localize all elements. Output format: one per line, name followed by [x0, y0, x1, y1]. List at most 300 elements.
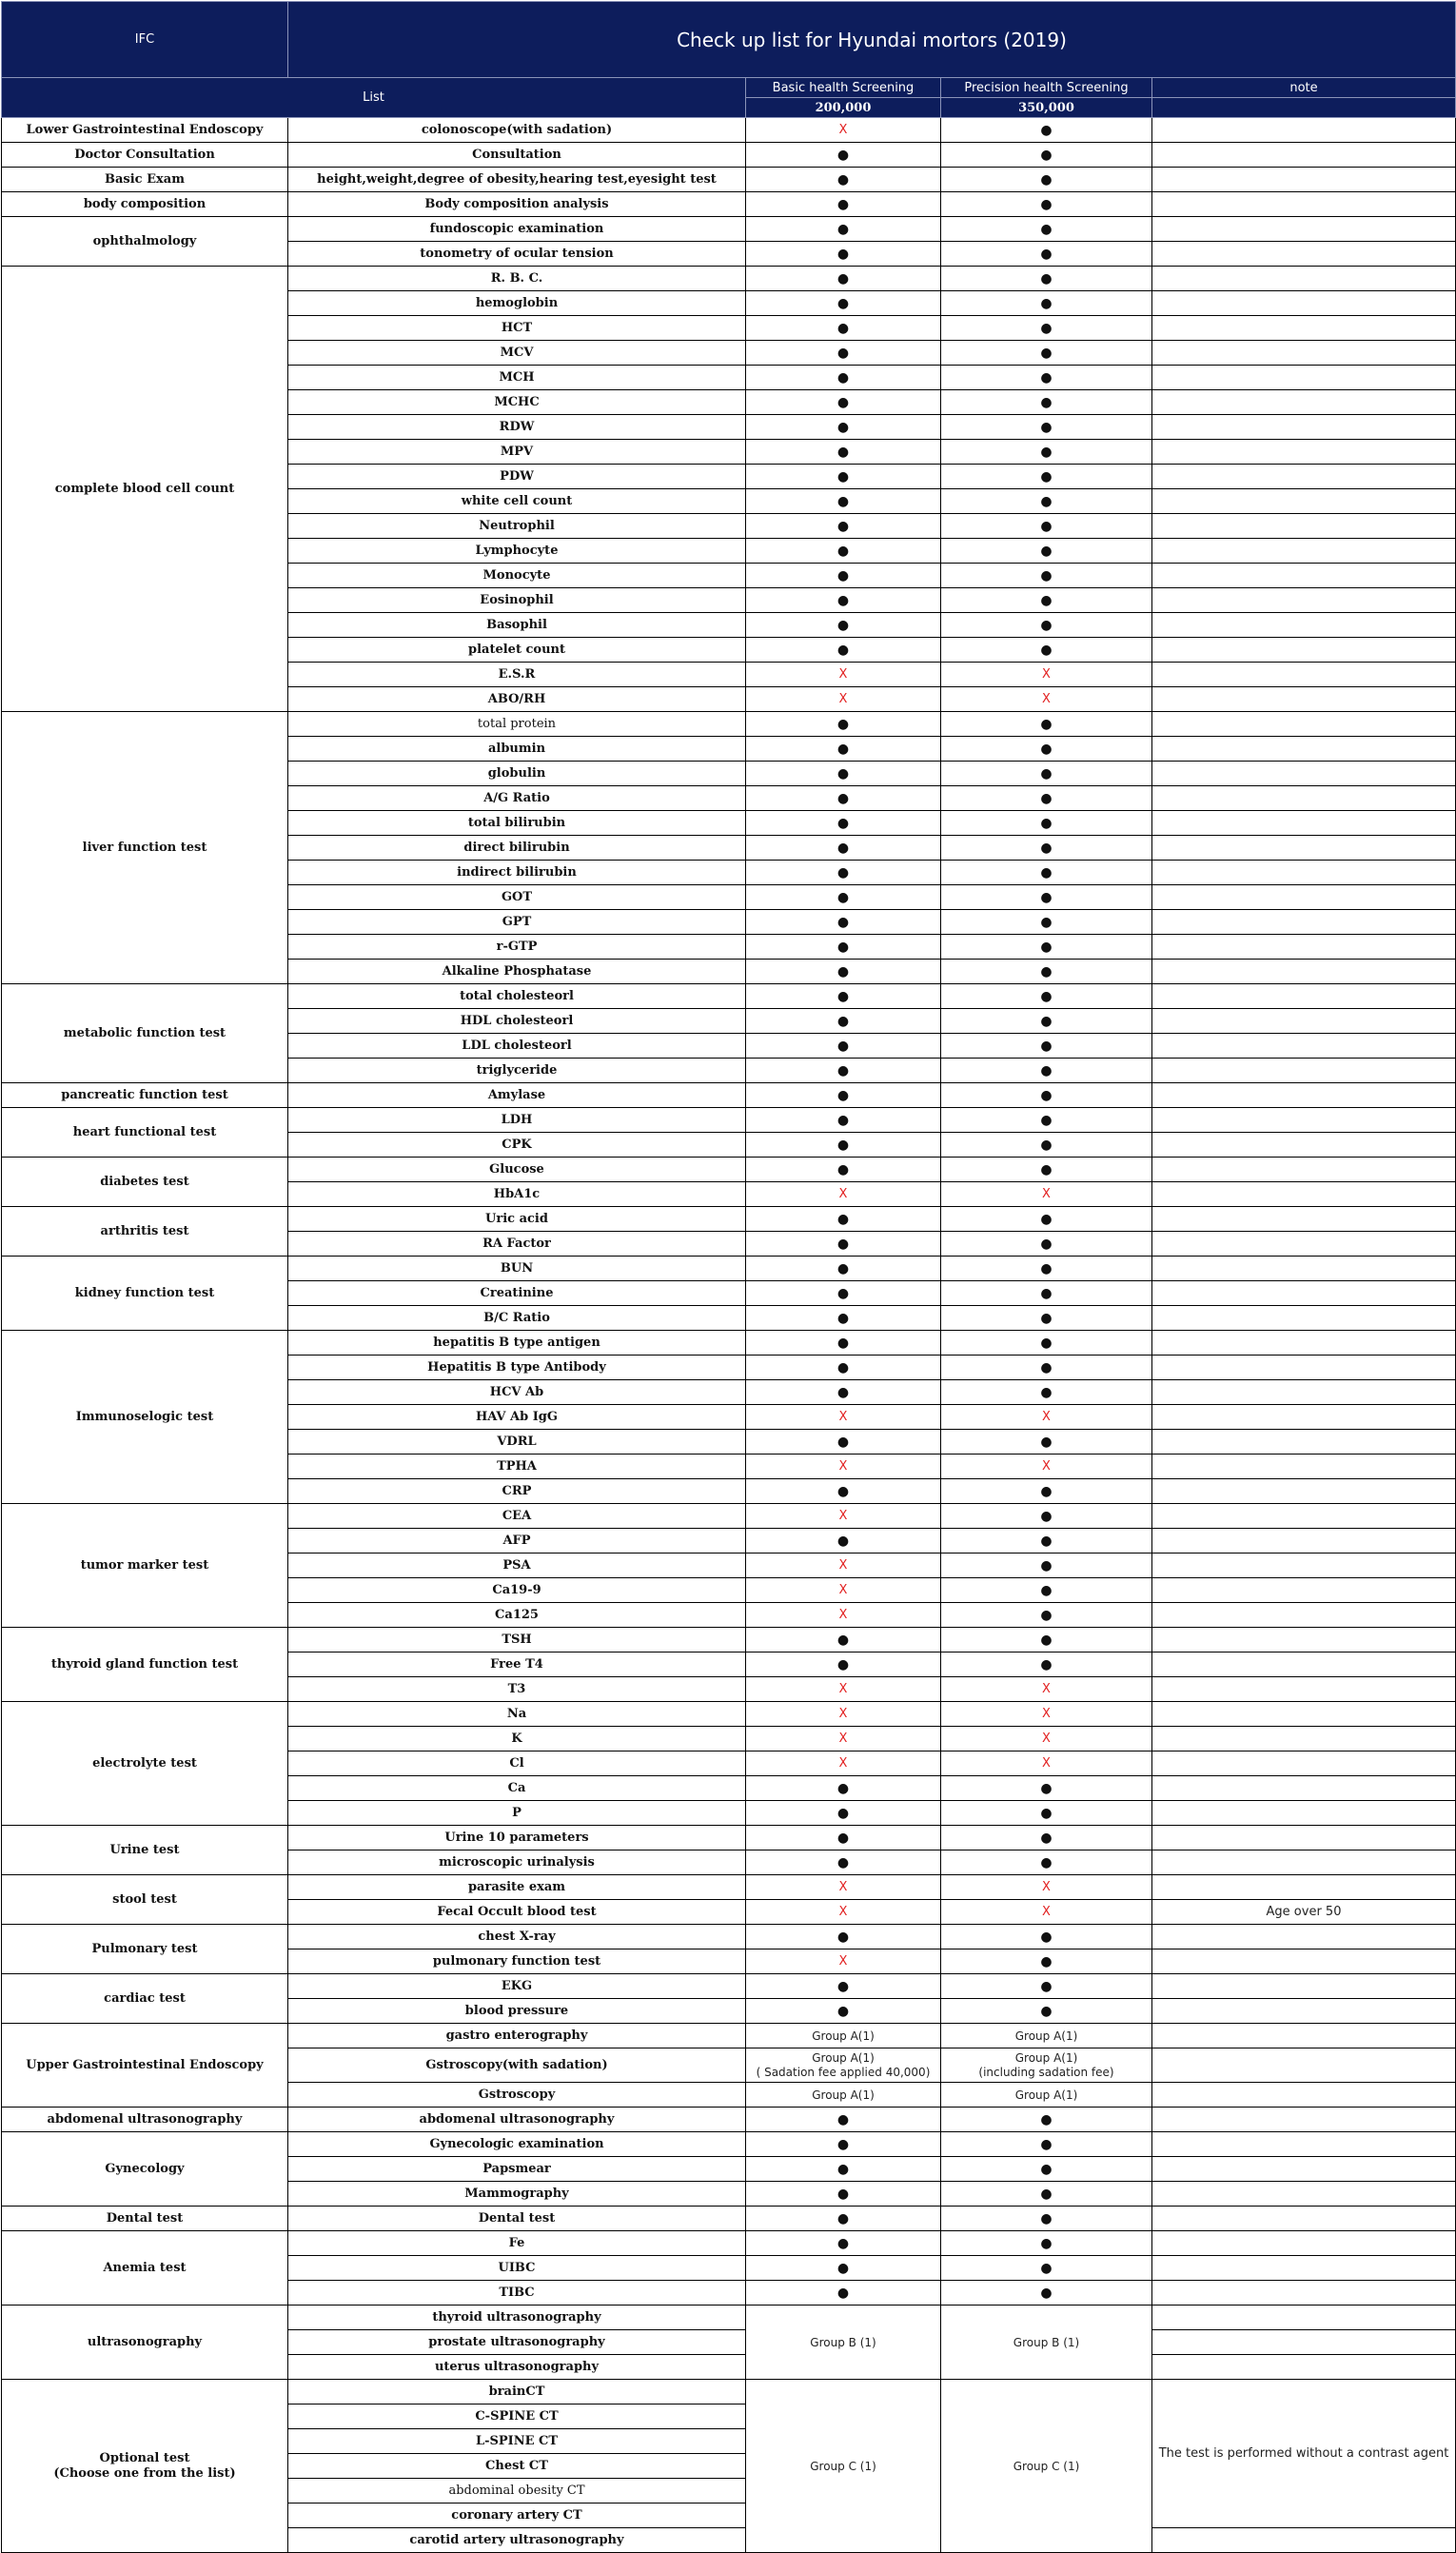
- precision-value: ●: [941, 935, 1152, 960]
- category-label: thyroid gland function test: [2, 1628, 288, 1702]
- test-name: UIBC: [288, 2256, 746, 2281]
- precision-value: ●: [941, 2256, 1152, 2281]
- basic-value: ●: [746, 539, 941, 564]
- note-cell: [1152, 2330, 1456, 2355]
- basic-value: ●: [746, 762, 941, 786]
- test-name: MCV: [288, 341, 746, 366]
- basic-value: X: [746, 663, 941, 687]
- category-label: liver function test: [2, 712, 288, 984]
- category-label: Urine test: [2, 1826, 288, 1875]
- table-row: [2, 2306, 1456, 2330]
- precision-value: ●: [941, 564, 1152, 588]
- test-name: Chest CT: [288, 2454, 746, 2479]
- precision-value: ●: [941, 836, 1152, 861]
- test-name: Fe: [288, 2231, 746, 2256]
- note-cell: [1152, 514, 1456, 539]
- test-name: prostate ultrasonography: [288, 2330, 746, 2355]
- note-cell: [1152, 2306, 1456, 2330]
- list-header: List: [2, 78, 746, 118]
- note-cell: [1152, 192, 1456, 217]
- category-label: diabetes test: [2, 1158, 288, 1207]
- basic-value: ●: [746, 1331, 941, 1356]
- test-name: CEA: [288, 1504, 746, 1529]
- note-cell: [1152, 143, 1456, 168]
- precision-value-line1: Group A(1): [1014, 2050, 1078, 2065]
- basic-value: ●: [746, 192, 941, 217]
- category-label: tumor marker test: [2, 1504, 288, 1628]
- basic-header: Basic health Screening: [746, 78, 941, 98]
- basic-value: X: [746, 1578, 941, 1603]
- precision-value: ●: [941, 1578, 1152, 1603]
- note-cell: [1152, 1727, 1456, 1751]
- basic-value: ●: [746, 2157, 941, 2182]
- precision-value: ●: [941, 168, 1152, 192]
- note-cell: [1152, 1158, 1456, 1182]
- precision-value: X: [941, 1751, 1152, 1776]
- precision-value: ●: [941, 762, 1152, 786]
- precision-value: ●: [941, 861, 1152, 885]
- table-row: [2, 168, 1456, 192]
- test-name: Glucose: [288, 1158, 746, 1182]
- test-name: blood pressure: [288, 1999, 746, 2024]
- basic-value: X: [746, 1603, 941, 1628]
- precision-value: ●: [941, 192, 1152, 217]
- basic-price: 200,000: [746, 98, 941, 118]
- test-name: Gstroscopy: [288, 2083, 746, 2108]
- precision-value: ●: [941, 267, 1152, 291]
- note-price-blank: [1152, 98, 1456, 118]
- precision-value-line2: (including sadation fee): [978, 2065, 1114, 2079]
- test-name: PDW: [288, 465, 746, 489]
- test-name: E.S.R: [288, 663, 746, 687]
- test-name: TSH: [288, 1628, 746, 1653]
- note-cell: [1152, 960, 1456, 984]
- basic-value: ●: [746, 638, 941, 663]
- test-name: R. B. C.: [288, 267, 746, 291]
- precision-value: ●: [941, 514, 1152, 539]
- category-label: arthritis test: [2, 1207, 288, 1257]
- basic-value-line1: Group A(1): [812, 2050, 875, 2065]
- test-name: globulin: [288, 762, 746, 786]
- note-cell: [1152, 1479, 1456, 1504]
- basic-value: Group A(1): [746, 2024, 941, 2048]
- test-name: C-SPINE CT: [288, 2405, 746, 2429]
- precision-value: ●: [941, 1628, 1152, 1653]
- precision-value: ●: [941, 1059, 1152, 1083]
- test-name: HCT: [288, 316, 746, 341]
- test-name: Amylase: [288, 1083, 746, 1108]
- precision-value: ●: [941, 1158, 1152, 1182]
- precision-value: ●: [941, 316, 1152, 341]
- test-name: parasite exam: [288, 1875, 746, 1900]
- basic-value: X: [746, 1949, 941, 1974]
- category-label: Upper Gastrointestinal Endoscopy: [2, 2024, 288, 2108]
- test-name: RA Factor: [288, 1232, 746, 1257]
- category-label: metabolic function test: [2, 984, 288, 1083]
- basic-value: ●: [746, 1158, 941, 1182]
- note-cell: [1152, 1504, 1456, 1529]
- test-name: Ca125: [288, 1603, 746, 1628]
- test-name: indirect bilirubin: [288, 861, 746, 885]
- basic-value: X: [746, 1900, 941, 1925]
- table-row: [2, 1257, 1456, 1281]
- basic-value: ●: [746, 935, 941, 960]
- basic-value: ●: [746, 291, 941, 316]
- test-name: P: [288, 1801, 746, 1826]
- basic-value: ●: [746, 1380, 941, 1405]
- ifc-cell: IFC: [2, 2, 288, 78]
- note-cell: Age over 50: [1152, 1900, 1456, 1925]
- test-name: brainCT: [288, 2380, 746, 2405]
- test-name: abdomenal ultrasonography: [288, 2108, 746, 2132]
- precision-value: ●: [941, 1776, 1152, 1801]
- precision-value: ●: [941, 1108, 1152, 1133]
- note-cell: [1152, 762, 1456, 786]
- precision-value: ●: [941, 118, 1152, 143]
- precision-value: ●: [941, 1281, 1152, 1306]
- note-cell: [1152, 910, 1456, 935]
- precision-value: ●: [941, 638, 1152, 663]
- test-name: RDW: [288, 415, 746, 440]
- basic-value: ●: [746, 2281, 941, 2306]
- optional-subtitle: (Choose one from the list): [53, 2465, 236, 2481]
- test-name: CRP: [288, 1479, 746, 1504]
- precision-value: ●: [941, 2207, 1152, 2231]
- precision-value: ●: [941, 960, 1152, 984]
- basic-value: X: [746, 1504, 941, 1529]
- precision-value: ●: [941, 2157, 1152, 2182]
- category-label: heart functional test: [2, 1108, 288, 1158]
- precision-value: ●: [941, 1850, 1152, 1875]
- precision-value: X: [941, 1455, 1152, 1479]
- precision-value: ●: [941, 415, 1152, 440]
- note-cell: [1152, 1306, 1456, 1331]
- basic-value: ●: [746, 1653, 941, 1677]
- test-name: TPHA: [288, 1455, 746, 1479]
- basic-value: ●: [746, 737, 941, 762]
- precision-value: ●: [941, 1207, 1152, 1232]
- test-name: Cl: [288, 1751, 746, 1776]
- note-cell: [1152, 1776, 1456, 1801]
- note-cell: [1152, 2157, 1456, 2182]
- precision-value: ●: [941, 885, 1152, 910]
- precision-value: ●: [941, 2132, 1152, 2157]
- note-cell: [1152, 242, 1456, 267]
- note-cell: [1152, 1034, 1456, 1059]
- test-name: L-SPINE CT: [288, 2429, 746, 2454]
- test-name: abdominal obesity CT: [288, 2479, 746, 2504]
- precision-value: ●: [941, 1974, 1152, 1999]
- precision-value: ●: [941, 143, 1152, 168]
- test-name: A/G Ratio: [288, 786, 746, 811]
- precision-value: ●: [941, 1529, 1152, 1554]
- table-row: [2, 217, 1456, 242]
- basic-value: ●: [746, 1034, 941, 1059]
- table-row: [2, 1702, 1456, 1727]
- test-name: thyroid ultrasonography: [288, 2306, 746, 2330]
- precision-value: ●: [941, 1479, 1152, 1504]
- precision-value: ●: [941, 786, 1152, 811]
- table-row: [2, 1158, 1456, 1182]
- note-cell: [1152, 1232, 1456, 1257]
- basic-value: ●: [746, 885, 941, 910]
- precision-value: ●: [941, 1801, 1152, 1826]
- page-title: Check up list for Hyundai mortors (2019): [288, 2, 1456, 78]
- table-row: [2, 192, 1456, 217]
- test-name: AFP: [288, 1529, 746, 1554]
- basic-value: Group A(1): [746, 2083, 941, 2108]
- test-name: K: [288, 1727, 746, 1751]
- test-name: GPT: [288, 910, 746, 935]
- note-cell: [1152, 217, 1456, 242]
- basic-value: ●: [746, 811, 941, 836]
- precision-value: X: [941, 663, 1152, 687]
- note-cell: [1152, 489, 1456, 514]
- test-name: direct bilirubin: [288, 836, 746, 861]
- note-cell: [1152, 1281, 1456, 1306]
- note-cell: [1152, 1430, 1456, 1455]
- basic-value: ●: [746, 1207, 941, 1232]
- note-cell: [1152, 1182, 1456, 1207]
- precision-value: ●: [941, 613, 1152, 638]
- note-cell: [1152, 1554, 1456, 1578]
- precision-value: ●: [941, 1430, 1152, 1455]
- test-name: GOT: [288, 885, 746, 910]
- basic-value: ●: [746, 217, 941, 242]
- precision-value: X: [941, 687, 1152, 712]
- note-cell: [1152, 1850, 1456, 1875]
- basic-value: ●: [746, 2132, 941, 2157]
- table-row: [2, 1826, 1456, 1850]
- note-cell: [1152, 1826, 1456, 1850]
- test-name: fundoscopic examination: [288, 217, 746, 242]
- test-name: Mammography: [288, 2182, 746, 2207]
- note-cell: [1152, 390, 1456, 415]
- table-row: [2, 2108, 1456, 2132]
- precision-value: X: [941, 1182, 1152, 1207]
- precision-value: ●: [941, 1554, 1152, 1578]
- table-row: [2, 1974, 1456, 1999]
- basic-value: ●: [746, 984, 941, 1009]
- test-name: HDL cholesteorl: [288, 1009, 746, 1034]
- precision-price: 350,000: [941, 98, 1152, 118]
- note-cell: [1152, 836, 1456, 861]
- test-name: colonoscope(with sadation): [288, 118, 746, 143]
- test-name: Urine 10 parameters: [288, 1826, 746, 1850]
- test-name: platelet count: [288, 638, 746, 663]
- checkup-table: [1, 1, 1456, 2553]
- precision-value: ●: [941, 291, 1152, 316]
- basic-value: X: [746, 1751, 941, 1776]
- category-label: Doctor Consultation: [2, 143, 288, 168]
- note-cell: [1152, 2083, 1456, 2108]
- table-row: [2, 267, 1456, 291]
- table-row: [2, 1925, 1456, 1949]
- note-cell: [1152, 811, 1456, 836]
- precision-value: ●: [941, 1826, 1152, 1850]
- note-cell: [1152, 588, 1456, 613]
- precision-value: ●: [941, 440, 1152, 465]
- precision-value: ●: [941, 1380, 1152, 1405]
- basic-value: ●: [746, 1059, 941, 1083]
- note-cell: [1152, 1801, 1456, 1826]
- basic-value: ●: [746, 1281, 941, 1306]
- precision-value: ●: [941, 2231, 1152, 2256]
- category-label: Anemia test: [2, 2231, 288, 2306]
- note-cell: [1152, 1257, 1456, 1281]
- basic-value: ●: [746, 1083, 941, 1108]
- note-cell: [1152, 2355, 1456, 2380]
- table-row: [2, 1875, 1456, 1900]
- category-label: Gynecology: [2, 2132, 288, 2207]
- test-name: Alkaline Phosphatase: [288, 960, 746, 984]
- basic-value: X: [746, 1677, 941, 1702]
- category-label: complete blood cell count: [2, 267, 288, 712]
- test-name: Free T4: [288, 1653, 746, 1677]
- test-name: microscopic urinalysis: [288, 1850, 746, 1875]
- precision-value: ●: [941, 390, 1152, 415]
- basic-value: ●: [746, 316, 941, 341]
- test-name: MPV: [288, 440, 746, 465]
- precision-value: [941, 2048, 1152, 2083]
- basic-value: ●: [746, 613, 941, 638]
- basic-value: ●: [746, 1356, 941, 1380]
- basic-value: ●: [746, 1306, 941, 1331]
- test-name: PSA: [288, 1554, 746, 1578]
- checkup-page: [1, 1, 1455, 2553]
- basic-value: Group C (1): [746, 2380, 941, 2553]
- note-cell: [1152, 1677, 1456, 1702]
- test-name: uterus ultrasonography: [288, 2355, 746, 2380]
- category-label: Lower Gastrointestinal Endoscopy: [2, 118, 288, 143]
- basic-value: ●: [746, 2182, 941, 2207]
- basic-value: ●: [746, 465, 941, 489]
- basic-value: ●: [746, 1479, 941, 1504]
- basic-value: ●: [746, 143, 941, 168]
- precision-value: ●: [941, 1133, 1152, 1158]
- note-cell: [1152, 638, 1456, 663]
- table-row: [2, 2231, 1456, 2256]
- category-label: Immunoselogic test: [2, 1331, 288, 1504]
- test-name: hemoglobin: [288, 291, 746, 316]
- precision-value: Group C (1): [941, 2380, 1152, 2553]
- basic-value: ●: [746, 390, 941, 415]
- precision-value: ●: [941, 984, 1152, 1009]
- precision-value: X: [941, 1405, 1152, 1430]
- basic-value: ●: [746, 910, 941, 935]
- test-name: TIBC: [288, 2281, 746, 2306]
- test-name: height,weight,degree of obesity,hearing test,eyesight test: [288, 168, 746, 192]
- note-cell: [1152, 2132, 1456, 2157]
- test-name: Eosinophil: [288, 588, 746, 613]
- category-label: Pulmonary test: [2, 1925, 288, 1974]
- note-cell: [1152, 168, 1456, 192]
- basic-value: ●: [746, 564, 941, 588]
- note-cell: [1152, 1949, 1456, 1974]
- note-cell: [1152, 712, 1456, 737]
- category-label: ophthalmology: [2, 217, 288, 267]
- basic-value: ●: [746, 588, 941, 613]
- precision-value: ●: [941, 811, 1152, 836]
- table-row: [2, 1083, 1456, 1108]
- basic-value: ●: [746, 1925, 941, 1949]
- category-label: stool test: [2, 1875, 288, 1925]
- test-name: LDL cholesteorl: [288, 1034, 746, 1059]
- category-label: abdomenal ultrasonography: [2, 2108, 288, 2132]
- title-row: [2, 2, 1456, 78]
- precision-value: ●: [941, 1232, 1152, 1257]
- basic-value: ●: [746, 2256, 941, 2281]
- category-label: Basic Exam: [2, 168, 288, 192]
- basic-value: ●: [746, 1108, 941, 1133]
- test-name: total bilirubin: [288, 811, 746, 836]
- table-row: [2, 143, 1456, 168]
- basic-value: ●: [746, 489, 941, 514]
- test-name: Fecal Occult blood test: [288, 1900, 746, 1925]
- note-cell: [1152, 1380, 1456, 1405]
- test-name: HbA1c: [288, 1182, 746, 1207]
- basic-value: X: [746, 1702, 941, 1727]
- test-name: Ca19-9: [288, 1578, 746, 1603]
- test-name: EKG: [288, 1974, 746, 1999]
- note-cell: [1152, 935, 1456, 960]
- category-label: kidney function test: [2, 1257, 288, 1331]
- basic-value: ●: [746, 341, 941, 366]
- precision-value: ●: [941, 1331, 1152, 1356]
- basic-value: ●: [746, 1776, 941, 1801]
- note-cell: [1152, 1999, 1456, 2024]
- note-cell: [1152, 1108, 1456, 1133]
- precision-header: Precision health Screening: [941, 78, 1152, 98]
- precision-value: ●: [941, 1504, 1152, 1529]
- test-name: BUN: [288, 1257, 746, 1281]
- precision-value: X: [941, 1702, 1152, 1727]
- note-cell: [1152, 1875, 1456, 1900]
- note-cell: [1152, 267, 1456, 291]
- test-name: Na: [288, 1702, 746, 1727]
- test-name: tonometry of ocular tension: [288, 242, 746, 267]
- table-row: [2, 1207, 1456, 1232]
- note-header: note: [1152, 78, 1456, 98]
- test-name: Lymphocyte: [288, 539, 746, 564]
- basic-value: ●: [746, 2207, 941, 2231]
- basic-value: ●: [746, 861, 941, 885]
- note-cell: [1152, 786, 1456, 811]
- category-label: body composition: [2, 192, 288, 217]
- note-cell: [1152, 316, 1456, 341]
- precision-value: ●: [941, 1999, 1152, 2024]
- note-cell: [1152, 415, 1456, 440]
- basic-value: ●: [746, 1826, 941, 1850]
- note-cell: [1152, 2256, 1456, 2281]
- basic-value: ●: [746, 1850, 941, 1875]
- precision-value: ●: [941, 2108, 1152, 2132]
- basic-value: ●: [746, 242, 941, 267]
- note-cell: [1152, 1207, 1456, 1232]
- note-cell: [1152, 564, 1456, 588]
- basic-value: ●: [746, 1974, 941, 1999]
- basic-value: ●: [746, 1628, 941, 1653]
- test-name: Gynecologic examination: [288, 2132, 746, 2157]
- table-row: [2, 2207, 1456, 2231]
- note-cell: [1152, 1133, 1456, 1158]
- basic-value: Group B (1): [746, 2306, 941, 2380]
- test-name: Consultation: [288, 143, 746, 168]
- test-name: Neutrophil: [288, 514, 746, 539]
- precision-value: ●: [941, 1949, 1152, 1974]
- test-name: Hepatitis B type Antibody: [288, 1356, 746, 1380]
- test-name: Uric acid: [288, 1207, 746, 1232]
